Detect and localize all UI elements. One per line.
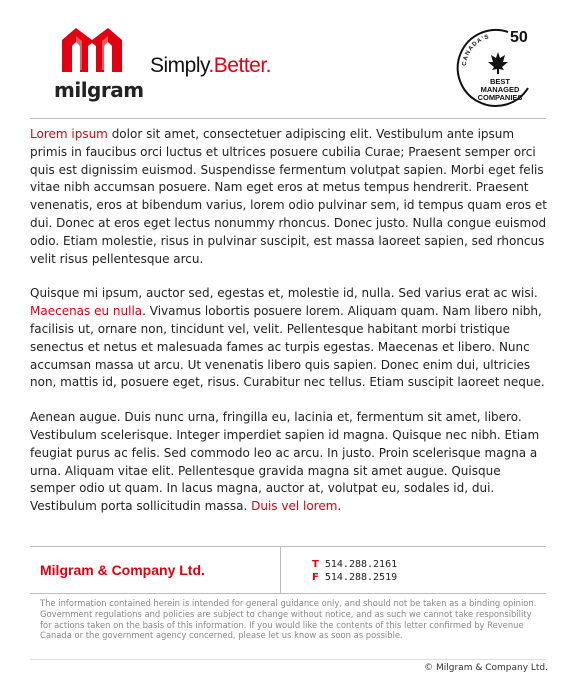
paragraph-2-highlight: Maecenas eu nulla (30, 304, 143, 319)
seal-arc-text (462, 34, 491, 66)
tagline-part2: Better. (213, 54, 271, 77)
fax-label: F (312, 572, 319, 583)
paragraph-2 (30, 285, 548, 392)
seal-line2: MANAGED (480, 85, 520, 94)
contact-footer (30, 546, 546, 594)
seal-line3: COMPANIES (477, 93, 523, 102)
company-name: Milgram & Company Ltd. (40, 562, 205, 578)
paragraph-1-text: dolor sit amet, consectetuer adipiscing elit. Vestibulum ante ipsum primis in faucibus orci luctus et ultrices posuere cubilia Curae; Praesent semper orci quis est dignissim euismod. Suspendisse fermentum volutpat sapien. Morbi eget felis vitae nibh accumsan posuere. Nam eget eros at metus tempus hendrerit. Praesent venenatis, eros at bibendum varius, lorem odio pulvinar sem, id tempus quam eros et dui. Donec at eros eget lectus nonummy rhoncus. Donec justo. Nulla congue euismod odio. Etiam molestie, risus in pulvinar suscipit, est massa laoreet sapien, sed rhoncus velit risus pellentesque arcu. (30, 127, 547, 266)
fax-row (312, 571, 397, 584)
contact-numbers (312, 558, 397, 584)
header-divider (30, 118, 546, 119)
phone-row (312, 558, 397, 571)
seal-line1: BEST (489, 77, 511, 86)
paragraph-1-lead: Lorem ipsum (30, 127, 108, 141)
fax-number: 514.288.2519 (324, 572, 398, 583)
paragraph-2-text-b: . Vivamus lobortis posuere lorem. Aliquam quam. Nam libero nibh, facilisis ut, ornare non, tincidunt vel, velit. Pellentesque habitant morbi tristique senectus et netus et malesuada fames ac turpis egestas. Maecenas et libero. Nunc accumsan massa ut arcu. Ut venenatis libero quis sapien. Donec enim dui, ultricies non, mattis id, posuere eget, risus. Curabitur nec tellus. Etiam suscipit laoreet neque. (30, 304, 545, 390)
maple-leaf-icon (488, 52, 508, 74)
paragraph-3-text: Aenean augue. Duis nunc urna, fringilla eu, lacinia et, fermentum sit amet, libero. Vestibulum scelerisque. Integer imperdiet sapien id magna. Quisque nec nibh. Etiam feugiat purus ac felis. Sed commodo leo ac arcu. In justo. Proin scelerisque magna a urna. Aliquam vitae elit. Pellentesque gravida magna sit amet augue. Quisque semper odio ut quam. In lacus magna, auctor at, volutpat eu, sodales id, dui. Vestibulum porta sollicitudin massa. (30, 410, 540, 514)
seal-arc-path-text: CANADA'S (461, 34, 491, 67)
paragraph-1 (30, 126, 548, 268)
paragraph-3 (30, 409, 548, 516)
footer-divider (280, 547, 281, 593)
bottom-divider (30, 659, 546, 660)
tagline-part1: Simply (150, 54, 209, 77)
phone-label: T (312, 559, 319, 570)
milgram-logo-icon (60, 26, 124, 74)
phone-number: 514.288.2161 (324, 559, 398, 570)
disclaimer: The information contained herein is intended for general guidance only, and should not be taken as a binding opinion. Government regulations and policies are subject to change without notice, and as such we cannot take responsibility for actions taken on the basis of this information. If you would like the contents of this letter confirmed by Revenue Canada or the government agency concerned, please let us know as soon as possible. (40, 598, 537, 641)
paragraph-3-highlight: Duis vel lorem (251, 499, 338, 514)
paragraph-3-end: . (337, 499, 342, 514)
header (0, 0, 580, 118)
tagline-dot: . (208, 54, 214, 77)
tagline (150, 54, 271, 78)
best-managed-companies-seal-icon (452, 26, 546, 110)
letter-body (30, 126, 548, 533)
copyright: © Milgram & Company Ltd. (424, 663, 548, 673)
seal-number: 50 (510, 29, 528, 46)
paragraph-2-text-a: Quisque mi ipsum, auctor sed, egestas et, molestie id, nulla. Sed varius erat ac wisi. (30, 286, 538, 301)
brand-wordmark: milgram (54, 78, 144, 102)
